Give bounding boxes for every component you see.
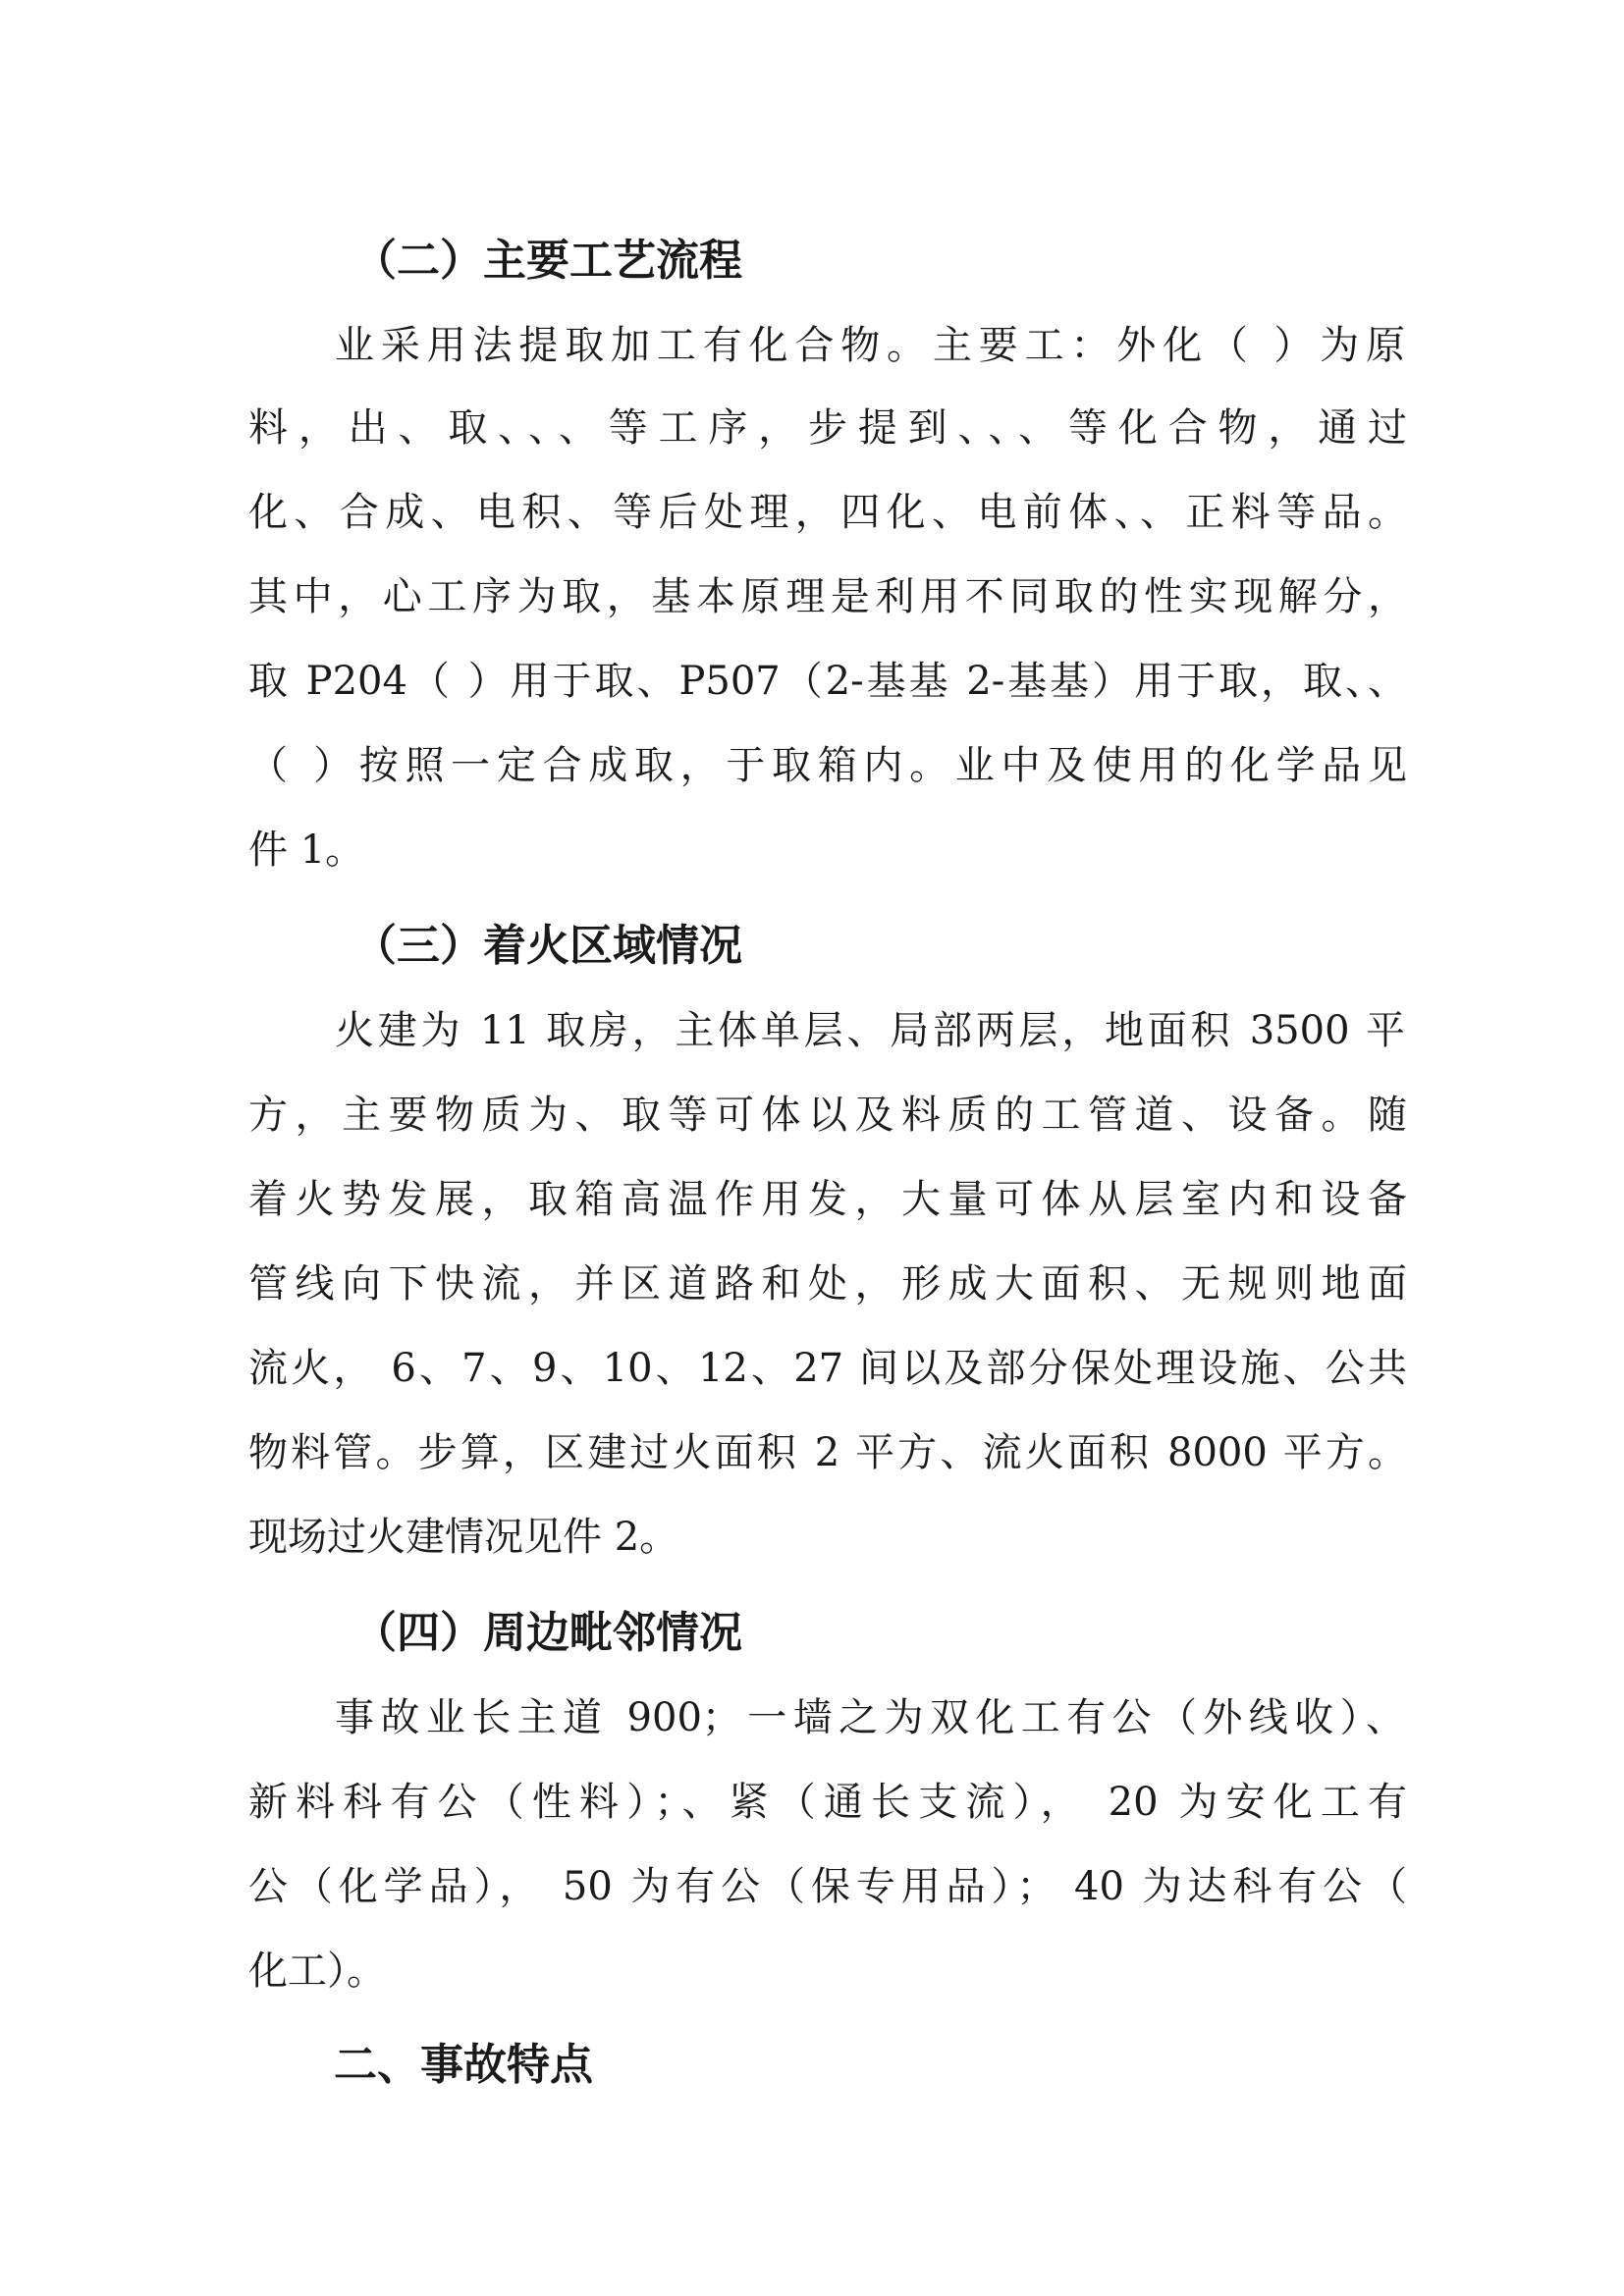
paragraph-line: 方，主要物质为、取等可体以及料质的工管道、设备。随	[248, 1093, 1407, 1138]
paragraph-line: 取 P204（ ）用于取、P507（2-基基 2-基基）用于取，取、、	[248, 659, 1407, 704]
paragraph-line: 件 1。	[248, 828, 365, 873]
paragraph-line: 事故业长主道 900；一墙之为双化工有公（外线收）、	[335, 1695, 1405, 1740]
paragraph-line: 流火， 6、7、9、10、12、27 间以及部分保处理设施、公共	[248, 1346, 1407, 1391]
paragraph-line: 其中，心工序为取，基本原理是利用不同取的性实现解分，	[248, 574, 1407, 619]
paragraph-line: 着火势发展，取箱高温作用发，大量可体从层室内和设备	[248, 1177, 1407, 1222]
section-heading-fire-area: （三）着火区域情况	[353, 921, 742, 971]
paragraph-line: 现场过火建情况见件 2。	[248, 1515, 679, 1560]
paragraph-line: （ ）按照一定合成取，于取箱内。业中及使用的化学品见	[248, 743, 1407, 788]
paragraph-line: 新料科有公（性料）；、紧（通长支流）， 20 为安化工有	[248, 1780, 1407, 1825]
paragraph-line: 料，出、取、、、等工序，步提到、、、等化合物，通过	[248, 405, 1407, 451]
paragraph-line: 火建为 11 取房，主体单层、局部两层，地面积 3500 平	[335, 1008, 1405, 1053]
section-heading-surroundings: （四）周边毗邻情况	[353, 1608, 742, 1658]
paragraph-line: 化工）。	[248, 1949, 386, 1994]
paragraph-line: 业采用法提取加工有化合物。主要工：外化（ ）为原	[335, 323, 1405, 368]
paragraph-line: 管线向下快流，并区道路和处，形成大面积、无规则地面	[248, 1261, 1407, 1307]
paragraph-line: 公（化学品）， 50 为有公（保专用品）； 40 为达科有公（	[248, 1864, 1407, 1909]
section-heading-process: （二）主要工艺流程	[353, 236, 742, 286]
paragraph-line: 物料管。步算，区建过火面积 2 平方、流火面积 8000 平方。	[248, 1430, 1407, 1475]
paragraph-line: 化、合成、电积、等后处理，四化、电前体、、正料等品。	[248, 490, 1407, 535]
part-heading-accident-features: 二、事故特点	[334, 2040, 593, 2090]
